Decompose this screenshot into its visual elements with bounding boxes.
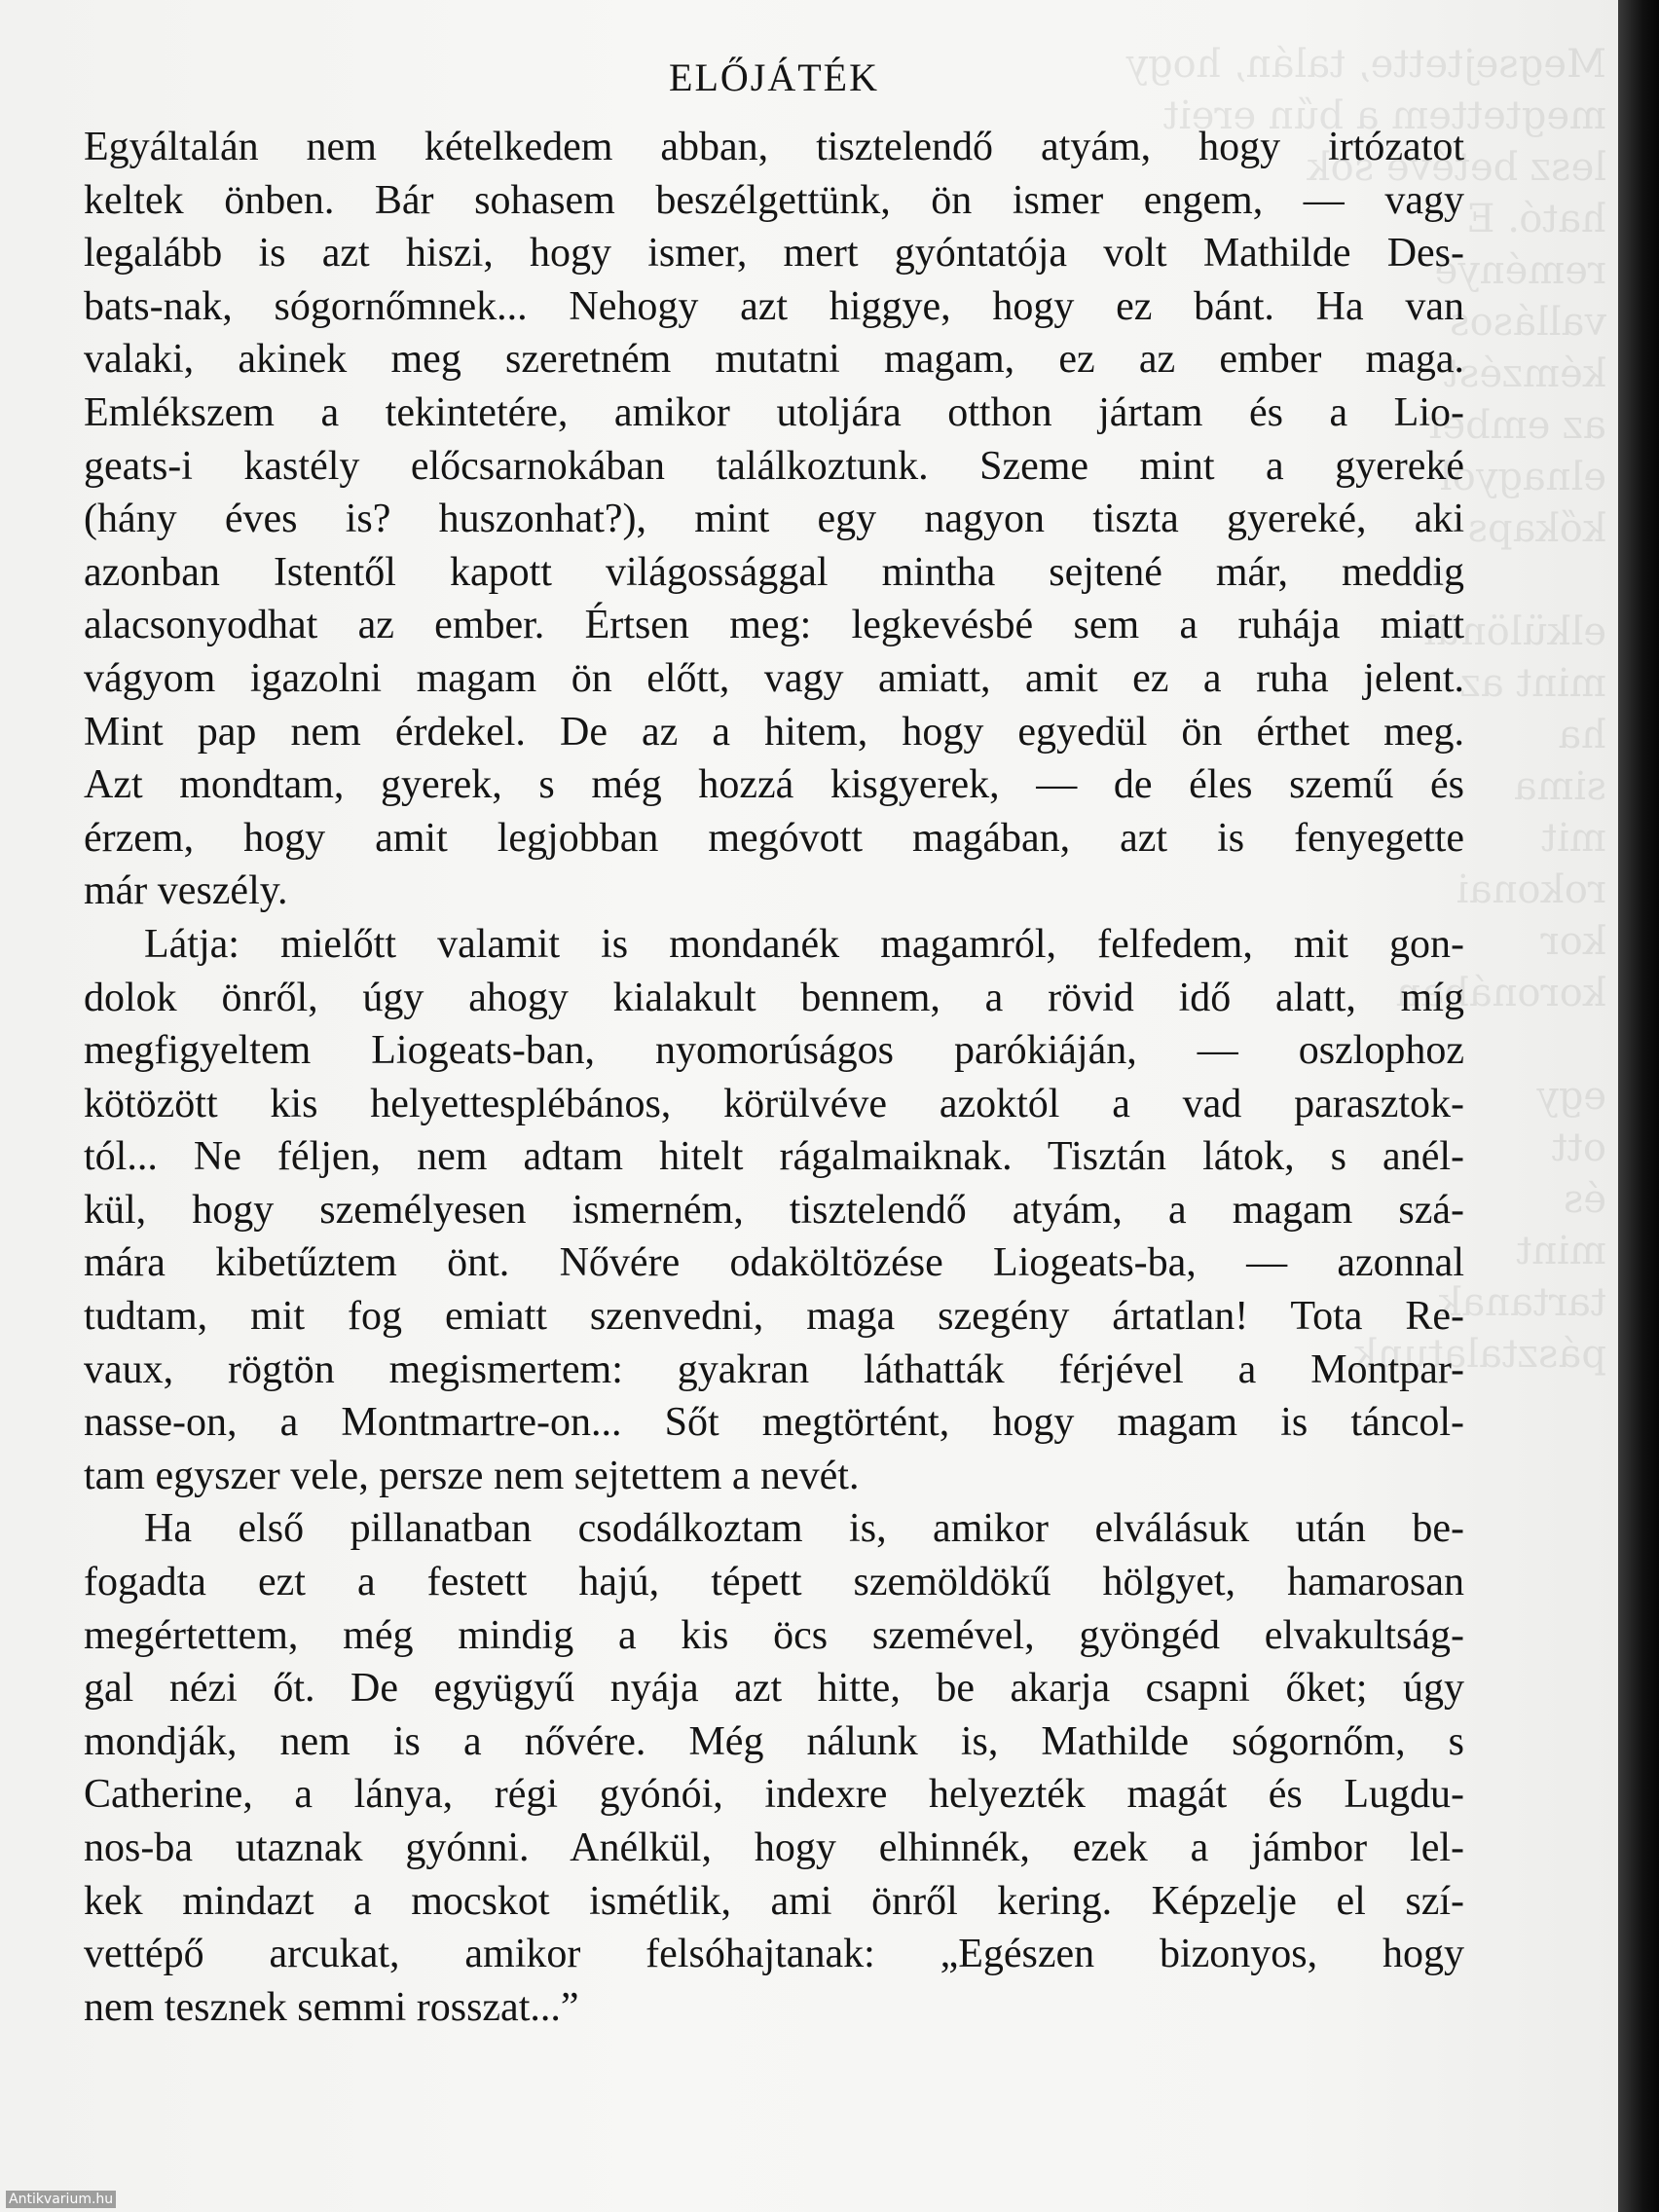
text-line: vágyom igazolni magam ön előtt, vagy amiatt, amit ez a ruha jelent. [84,655,1464,701]
text-line: tudtam, mit fog emiatt szenvedni, maga szegény ártatlan! Tota Re- [84,1294,1464,1340]
chapter-title: ELŐJÁTÉK [669,55,879,99]
text-line: Catherine, a lánya, régi gyónói, indexre helyezték magát és Lugdu- [84,1772,1464,1818]
book-spine-shadow [1618,0,1659,2212]
paragraph-1 [84,121,1464,918]
text-line: nos-ba utaznak gyónni. Anélkül, hogy elhinnék, ezek a jámbor lel- [84,1825,1464,1870]
text-line: fogadta ezt a festett hajú, tépett szemöldökű hölgyet, hamarosan [84,1560,1464,1605]
text-line: valaki, akinek meg szeretném mutatni magam, ez az ember maga. [84,337,1464,383]
text-line: legalább is azt hiszi, hogy ismer, mert gyóntatója volt Mathilde Des- [84,231,1464,276]
page-content [84,43,1464,2034]
text-line: már veszély. [84,868,288,914]
text-line: nem tesznek semmi rosszat...” [84,1984,579,2030]
text-line: kül, hogy személyesen ismerném, tisztelendő atyám, a magam szá- [84,1187,1464,1233]
text-line: mára kibetűztem önt. Nővére odaköltözése Liogeats-ba, — azonnal [84,1240,1464,1286]
text-line: kötözött kis helyettesplébános, körülvéve azoktól a vad parasztok- [84,1081,1464,1126]
text-line: kek mindazt a mocskot ismétlik, ami önről kering. Képzelje el szí- [84,1878,1464,1924]
paragraph-3 [84,1502,1464,2034]
text-line: Azt mondtam, gyerek, s még hozzá kisgyerek, — de éles szemű és [84,762,1464,808]
text-line: Egyáltalán nem kételkedem abban, tisztelendő atyám, hogy irtózatot [84,125,1464,169]
text-line: azonban Istentől kapott világossággal mintha sejtené már, meddig [84,549,1464,595]
text-line: nasse-on, a Montmartre-on... Sőt megtörtént, hogy magam is táncol- [84,1400,1464,1446]
text-line: dolok önről, úgy ahogy kialakult bennem, a rövid idő alatt, míg [84,975,1464,1020]
text-line: tam egyszer vele, persze nem sejtettem a nevét. [84,1453,860,1498]
text-line: tól... Ne féljen, nem adtam hitelt rágalmaiknak. Tisztán látok, s anél- [84,1134,1464,1180]
text-line: bats-nak, sógornőmnek... Nehogy azt higgye, hogy ez bánt. Ha van [84,283,1464,329]
paragraph-2 [84,918,1464,1503]
text-line: vaux, rögtön megismertem: gyakran láthatták férjével a Montpar- [84,1346,1464,1392]
text-line: megértettem, még mindig a kis öcs szemével, gyöngéd elvakultság- [84,1612,1464,1658]
text-line: érzem, hogy amit legjobban megóvott magában, azt is fenyegette [84,815,1464,861]
text-line: Emlékszem a tekintetére, amikor utoljára otthon jártam és a Lio- [84,389,1464,435]
text-line: vettépő arcukat, amikor felsóhajtanak: „Egészen bizonyos, hogy [84,1932,1464,1977]
watermark: Antikvarium.hu [6,2191,116,2208]
text-line: mondják, nem is a nővére. Még nálunk is, Mathilde sógornőm, s [84,1718,1464,1764]
text-line: Látja: mielőtt valamit is mondanék magamról, felfedem, mit gon- [144,921,1464,967]
text-line: Ha első pillanatban csodálkoztam is, amikor elválásuk után be- [144,1506,1464,1552]
text-line: gal nézi őt. De együgyű nyája azt hitte, be akarja csapni őket; úgy [84,1666,1464,1712]
text-line: megfigyeltem Liogeats-ban, nyomorúságos parókiáján, — oszlophoz [84,1028,1464,1074]
text-line: keltek önben. Bár sohasem beszélgettünk, ön ismer engem, — vagy [84,177,1464,223]
show-through-text: Megsejtette, talán, hogy megtettem a bűn ereit lesz betéve sok ható. E reménye vallásos kémzést az ember elnagyol kőkaps elkülönül mint az ha sima mit rokonai kor koronában egy ott és mint tartanak pásztalatunk [1125,42,1606,1377]
text-line: geats-i kastély előcsarnokában találkoztunk. Szeme mint a gyereké [84,443,1464,489]
text-line: Mint pap nem érdekel. De az a hitem, hogy egyedül ön érthet meg. [84,709,1464,755]
text-line: (hány éves is? huszonhat?), mint egy nagyon tiszta gyereké, aki [84,497,1464,542]
text-line: alacsonyodhat az ember. Értsen meg: legkevésbé sem a ruhája miatt [84,603,1464,648]
